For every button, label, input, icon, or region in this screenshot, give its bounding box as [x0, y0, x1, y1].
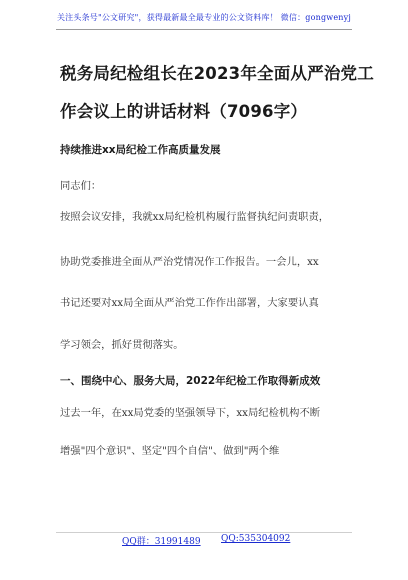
paragraph-line: 学习领会，抓好贯彻落实。	[60, 339, 184, 351]
paragraph-line: 按照会议安排，我就xx局纪检机构履行监督执纪问责职责，	[60, 211, 330, 223]
document-title-line-1: 税务局纪检组长在2023年全面从严治党工	[60, 64, 374, 83]
document-subtitle: 持续推进xx局纪检工作高质量发展	[60, 144, 221, 156]
paragraph-line: 书记还要对xx局全面从严治党工作作出部署，大家要认真	[60, 297, 319, 309]
header-divider	[56, 29, 352, 30]
footer-qq-group: QQ群：31991489	[122, 537, 201, 547]
paragraph-line: 增强"四个意识"、坚定"四个自信"、做到"两个维	[60, 445, 280, 457]
footer-qq-contact: QQ:535304092	[221, 534, 291, 544]
document-title-line-2: 作会议上的讲话材料（7096字）	[60, 102, 308, 121]
salutation: 同志们：	[60, 180, 102, 192]
footer	[0, 534, 408, 548]
paragraph-line: 协助党委推进全面从严治党情况作工作报告。一会儿，xx	[60, 256, 319, 268]
footer-divider	[56, 532, 352, 533]
paragraph-line: 过去一年，在xx局党委的坚强领导下，xx局纪检机构不断	[60, 407, 321, 419]
header-banner: 关注头条号"公文研究"，获得最新最全最专业的公文资料库！ 微信：gongwenyj	[56, 13, 352, 22]
section-heading: 一、围绕中心、服务大局，2022年纪检工作取得新成效	[60, 375, 321, 387]
